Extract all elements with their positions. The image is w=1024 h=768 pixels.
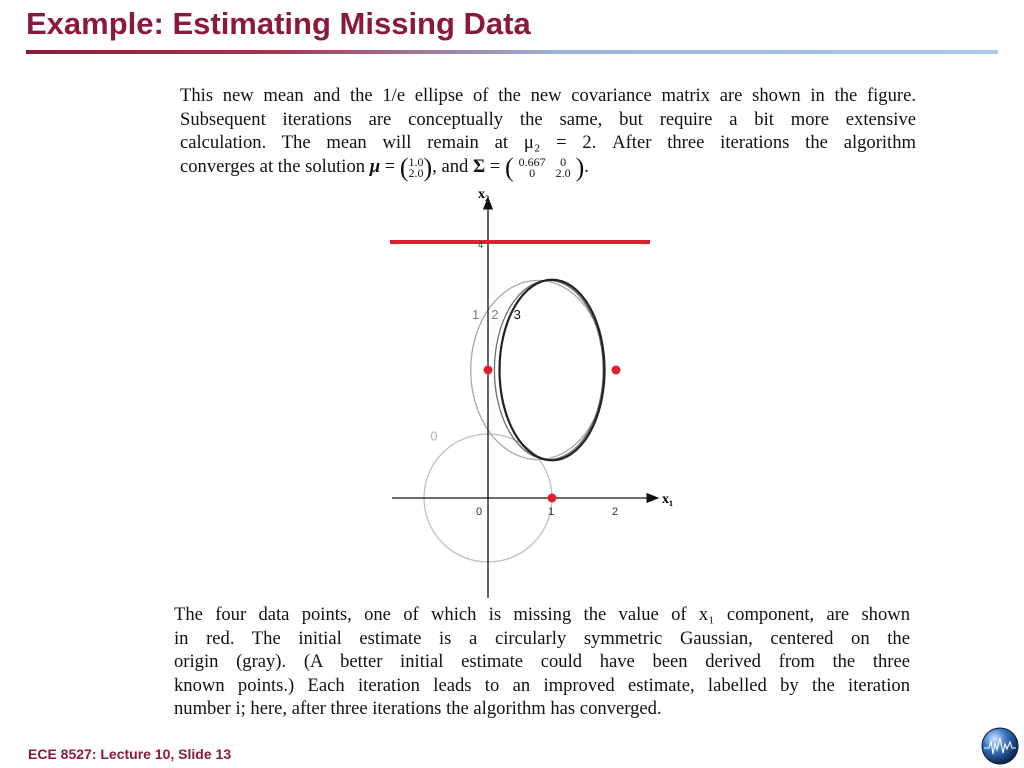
x-tick-1: 1 (548, 506, 555, 518)
paragraph-top-line-1: This new mean and the 1/e ellipse of the new covariance matrix are shown in the figure. (180, 85, 916, 106)
paragraph-top-line-4: converges at the solution μ = (1.0 2.0), and Σ = ( 0.667 0 0 2.0 ). (180, 152, 589, 182)
sigma-12: 0 (560, 154, 567, 169)
ellipse-label-0: 0 (430, 428, 438, 444)
sigma-symbol: Σ (472, 155, 486, 177)
paragraph-bottom-line-1: The four data points, one of which is missing the value of x₁ component, are shown (174, 604, 910, 625)
y-tick-4: 4 (478, 240, 484, 250)
line4-end: . (584, 155, 589, 177)
paragraph-bottom (174, 603, 910, 721)
ellipse-label-3: 3 (513, 306, 521, 322)
mu-vector (408, 154, 424, 180)
title-divider (26, 50, 998, 54)
paren-open: ( (399, 152, 409, 182)
x-tick-0: 0 (476, 506, 483, 518)
line4-mid: , and (432, 155, 473, 177)
sigma-21: 0 (529, 165, 536, 180)
x2-axis-label: x₂ (478, 187, 490, 202)
ellipse-label-1: 1 (472, 306, 480, 322)
x1-axis-label: x₁ (662, 492, 674, 507)
paragraph-bottom-line-3: origin (gray). (A better initial estimate could have been derived from the three (174, 651, 910, 673)
em-figure (380, 180, 700, 600)
slide-title: Example: Estimating Missing Data (26, 6, 531, 41)
line4-prefix: converges at the solution (180, 155, 370, 177)
paragraph-top (180, 84, 916, 182)
paragraph-bottom-line-5: number i; here, after three iterations the algorithm has converged. (174, 698, 662, 720)
slide-footer: ECE 8527: Lecture 10, Slide 13 (28, 746, 232, 762)
mu-value-1: 1.0 (408, 154, 424, 169)
data-point-3 (548, 494, 557, 503)
paren-open-2: ( (504, 152, 514, 182)
paren-close-2: ) (575, 152, 585, 182)
x-tick-2: 2 (612, 506, 619, 518)
sigma-22: 2.0 (555, 165, 571, 180)
data-point-2 (612, 366, 621, 375)
mu-value-2: 2.0 (408, 165, 424, 180)
sigma-11: 0.667 (518, 154, 546, 169)
globe-logo-icon (980, 726, 1020, 766)
paragraph-top-line-3: calculation. The mean will remain at μ₂ = 2. After three iterations the algorithm (180, 132, 916, 154)
paren-close: ) (423, 152, 433, 182)
ellipse-iteration-2 (494, 280, 603, 459)
sigma-matrix (514, 154, 576, 180)
mu-symbol: μ (369, 155, 381, 177)
paragraph-bottom-line-4: known points.) Each iteration leads to an improved estimate, labelled by the iteration (174, 674, 910, 696)
paragraph-top-line-2: Subsequent iterations are conceptually the same, but require a bit more extensive (180, 108, 916, 130)
data-point-1 (484, 366, 493, 375)
paragraph-bottom-line-2: in red. The initial estimate is a circularly symmetric Gaussian, centered on the (174, 627, 910, 649)
ellipse-label-2: 2 (491, 306, 499, 322)
